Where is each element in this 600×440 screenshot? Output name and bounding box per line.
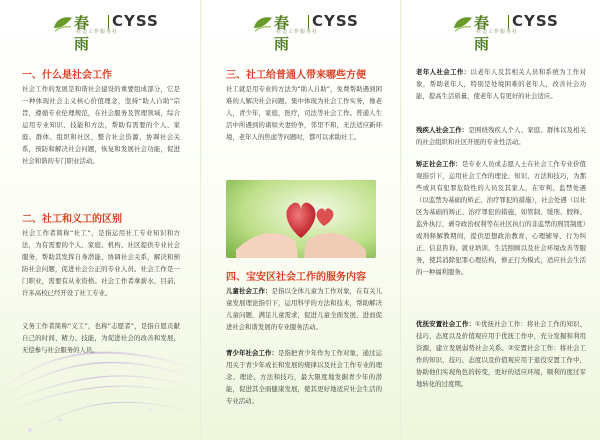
item-correction-label: 矫正社会工作： [416,160,462,168]
brand-cn: 春雨 [474,14,491,53]
swirl-decoration [0,280,200,440]
item-elderly-text: 以老年人及其相关人员和系统为工作对象，帮助老年人，特别是处境困难的老年人，改善社会功能，提高生活质量，使老年人有更好的社会适应。 [416,68,587,100]
section-2-title: 二、社工和义工的区别 [22,214,122,225]
brand-en: CYSS [112,12,159,30]
item-disabled-text: 是围绕残疾人个人、家庭、群体以及相关的社会组织和社区开展的专业性活动。 [416,126,587,146]
item-youth-social-work [226,347,382,407]
leaf-logo-icon [452,14,474,34]
item-disabled-label: 残疾人社会工作： [416,126,469,134]
brand-separator [508,15,509,29]
section-4-title: 四、宝安区社会工作的服务内容 [226,272,366,283]
brand-subtitle: 社会工作服务社 [276,29,319,35]
item-youth-text: 是指把青少年作为工作对象，通过运用关于青少年成长和发展的规律以及社会工作专业的理念、理论、方法和技巧，最大限度地发掘青少年的潜能，促进其全面健康发展，使其更好地适应社会生活的专业活动。 [226,349,383,405]
brand-cn: 春雨 [274,14,291,53]
section-2-text: 社会工作者简称“社工”，是指运用社工专业知识和方法，为有需要的个人、家庭、机构、社区提供专业社会服务，帮助其发挥自身潜能、协调社会关系，解决和预防社会问题，促进社会公正的专业人员。社会工作是一门职业，需要有从业资格。社会工作者拿薪水，目前，许多高校已经开设了社工专业。 [22,229,180,297]
item-correction-text: 是专业人员或志愿人士在社会工作专业价值观指引下，运用社会工作的理论、知识、方法和技巧，为那些或具有犯罪危险性的人员及其家人，在审判、监禁处遇（以监禁为基础的矫正、治疗罪犯的措施），社会处遇（以社区为基础的矫正、治疗罪犯的措施，如管制、缓刑、假释、监外执行、剥夺政治权利等在社区执行的非监禁的刑罚制度）或刑释解教期间，提供思想政治教育、心理辅导、行为纠正、信息咨询、就业培训、生活照顾以及社会环境改善等服务，使其消除犯罪心理结构，修正行为模式，适应社会生活的一种福利服务。 [416,160,587,276]
brand-en: CYSS [512,12,559,30]
section-2-text-2: 义务工作者简称“义工”，也称“志愿者”，是指自愿贡献自己的时间、精力、技能，为促进社会的改善和发展，无偿参与社会服务的人员。 [22,322,180,354]
brand-subtitle: 社会工作服务社 [76,29,119,35]
item-veteran-social-work [416,318,586,390]
hands-heart-image [226,180,376,258]
item-child-text: 是指以全体儿童为工作对象，在有关儿童发展理论指引下，运用科学的方法和技术，帮助解决儿童问题，满足儿童需求，促进儿童全面发展，进而促进社会和谐发展的专业服务活动。 [226,287,383,331]
panel-middle [200,0,400,440]
section-1-title: 一、什么是社会工作 [22,70,112,81]
panel-left [0,0,200,440]
section-3-title: 三、社工给普通人带来哪些方便 [226,70,366,81]
item-youth-label: 青少年社会工作： [226,349,279,357]
item-child-social-work [226,285,382,333]
item-child-label: 儿童社会工作： [226,287,272,295]
panel-right [400,0,600,440]
brand-separator [108,15,109,29]
brand-separator [308,15,309,29]
leaf-logo-icon [52,14,74,34]
section-3-text: 社工就是用专业的方法为“助人自助”，免费帮助遇到困难的人解决社会问题。集中体现为社会工作实务，像老人，青少年，家庭，医疗，司法等社会工作。普通人生活中所遇到的诸如夫妻纷争，邻里不和，无法适应新环境，老年人的焦虑等问题时，都可以求助社工。 [226,85,382,141]
brand-cn: 春雨 [74,14,91,53]
section-1-text: 社会工作的发展是和谐社会建设的重要组成部分，它是一种体现社会主义核心价值理念，坚持“助人自助”宗旨，遵循专业伦理规范，在社会服务及管理领域，综合运用专业知识、技能和方法，帮助有需要的个人、家庭、群体、组织和社区，整合社会资源，协调社会关系，预防和解决社会问题，恢复和发展社会功能，促进社会和谐的专门职业活动。 [22,85,180,165]
item-elderly-label: 老年人社会工作： [416,68,471,76]
item-veteran-text: ①优抚社会工作：将社会工作的知识、技巧、态度以及价值观应用于优抚工作中，充分发掘和利用资源，建立发展弱势社会关系。②安置社会工作：将社会工作的知识、技巧、态度以及价值观应用于退役安置工作中，协助他们实现角色的转变，更好的适应环境，顺利的度过军地转化的过度期。 [416,320,586,388]
item-veteran-label: 优抚安置社会工作： [416,320,476,328]
item-disabled-social-work [416,124,586,148]
item-correction-social-work [416,158,586,278]
item-elderly-social-work [416,66,586,102]
leaf-logo-icon [252,14,274,34]
brand-subtitle: 社会工作服务社 [476,29,519,35]
brand-en: CYSS [312,12,359,30]
